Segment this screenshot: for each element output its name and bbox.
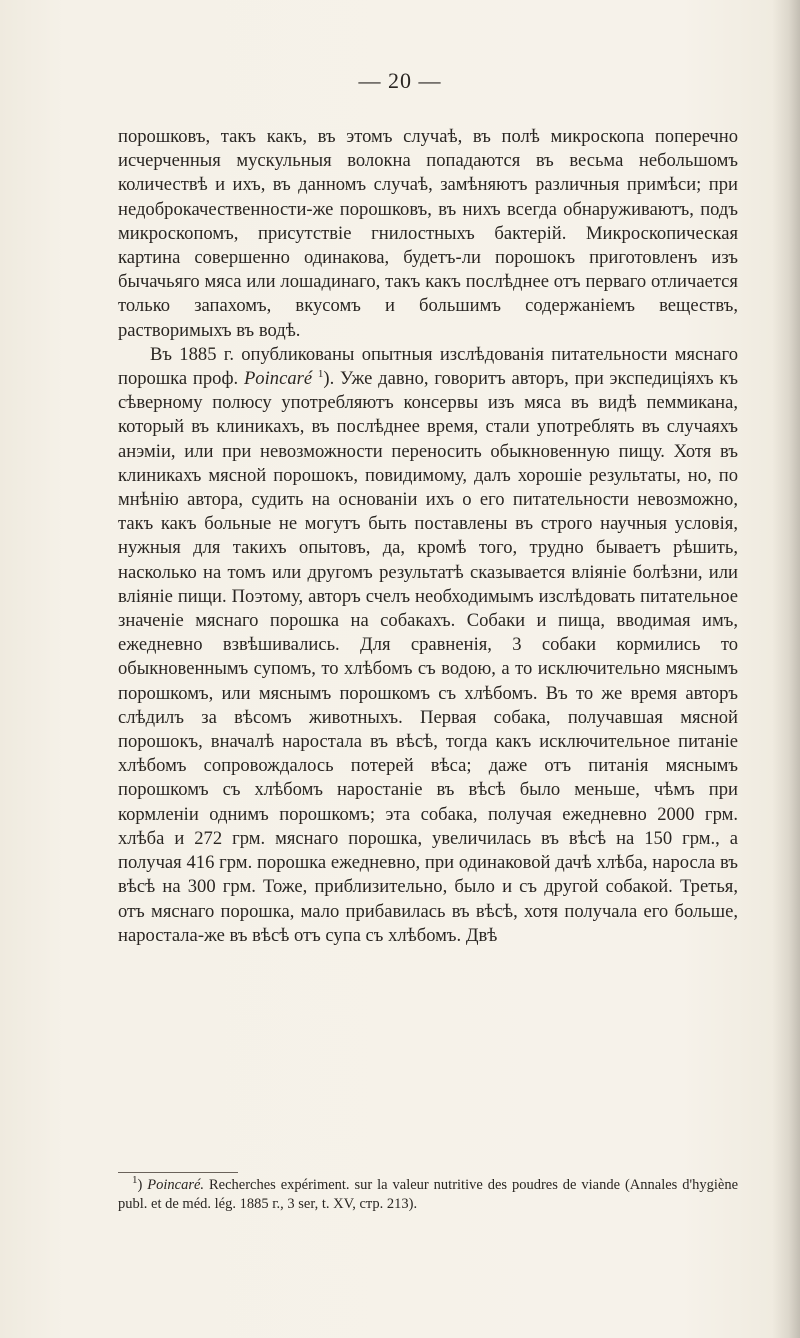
- footnote-text: $^1$) Poincaré. Recherches expériment. sur la valeur nutritive des poudres de viande (Annales d'hygiène publ. et de méd. lég. 1885 г., 3 ser, t. XV, стр. 213).: [118, 1174, 738, 1212]
- page-edge-shadow: [772, 0, 800, 1338]
- footnote-body: Recherches expériment. sur la valeur nutritive des poudres de viande (Annales d'hygiène publ. et de méd. lég. 1885 г., 3 ser, t. XV, стр. 213).: [118, 1177, 738, 1212]
- footnote-marker: 1: [132, 1174, 138, 1187]
- footnote-author: Poincaré.: [147, 1177, 205, 1193]
- footnote-separator: [118, 1172, 238, 1173]
- paragraph-1: порошковъ, такъ какъ, въ этомъ случаѣ, въ полѣ микроскопа поперечно исчерченныя мускульныя волокна попадаются въ весьма небольшомъ количествѣ и ихъ, въ данномъ случаѣ, замѣняютъ различныя примѣси; при недоброкачественности-же порошковъ, въ нихъ всегда обнаруживаютъ, подъ микроскопомъ, присутствіе гнилостныхъ бактерій. Микроскопическая картина совершенно одинакова, будетъ-ли порошокъ приготовленъ изъ бычачьяго мяса или лошадинаго, такъ какъ послѣднее отъ перваго отличается только запахомъ, вкусомъ и большимъ содержаніемъ веществъ, растворимыхъ въ водѣ.: [118, 126, 738, 341]
- footnote-reference: 1: [317, 367, 324, 380]
- paragraph-2-part-1: Въ 1885 г. опубликованы опытныя изслѣдованія питательности мяснаго порошка проф.: [118, 343, 738, 390]
- author-name: Poincaré: [243, 368, 313, 390]
- paragraph-2: [118, 343, 738, 948]
- body-text: [118, 125, 738, 948]
- paragraph-2-part-2: ). Уже давно, говоритъ авторъ, при экспедиціяхъ къ сѣверному полюсу употребляютъ консервы изъ мяса въ видѣ пеммикана, который въ клиникахъ, въ послѣднее время, стали употреблять въ случаяхъ анэміи, или при невозможности переносить обыкновенную пищу. Хотя въ клиникахъ мясной порошокъ, повидимому, далъ хорошіе результаты, но, по мнѣнію автора, судить на основаніи ихъ о его питательности невозможно, такъ какъ больные не могутъ быть поставлены въ строго научныя условія, нужныя для такихъ опытовъ, да, кромѣ того, трудно бываетъ рѣшить, насколько на томъ или другомъ результатѣ сказывается вліяніе болѣзни, или вліяніе пищи. Поэтому, авторъ счелъ необходимымъ изслѣдовать питательное значеніе мяснаго порошка на собакахъ. Собаки и пища, вводимая имъ, ежедневно взвѣшивались. Для сравненія, 3 собаки кормились то обыкновеннымъ супомъ, то хлѣбомъ съ водою, а то исключительно мяснымъ порошкомъ, или мяснымъ порошкомъ съ хлѣбомъ. Въ то же время авторъ слѣдилъ за вѣсомъ животныхъ. Первая собака, получавшая мясной порошокъ, вначалѣ наростала въ вѣсѣ, тогда какъ исключительное питаніе хлѣбомъ сопровождалось потерей вѣса; даже отъ питанія мяснымъ порошкомъ съ хлѣбомъ наростаніе въ вѣсѣ было меньше, чѣмъ при кормленіи однимъ порошкомъ; эта собака, получая ежедневно 2000 грм. хлѣба и 272 грм. мяснаго порошка, увеличилась въ вѣсѣ на 150 грм., а получая 416 грм. порошка ежедневно, при одинаковой дачѣ хлѣба, наросла въ вѣсѣ на 300 грм. Тоже, приблизительно, было и съ другой собакой. Третья, отъ мяснаго порошка, мало прибавилась въ вѣсѣ, хотя получала его больше, наростала-же въ вѣсѣ отъ супа съ хлѣбомъ. Двѣ: [118, 368, 739, 946]
- page-number: — 20 —: [358, 68, 442, 93]
- footnote: [118, 1176, 738, 1214]
